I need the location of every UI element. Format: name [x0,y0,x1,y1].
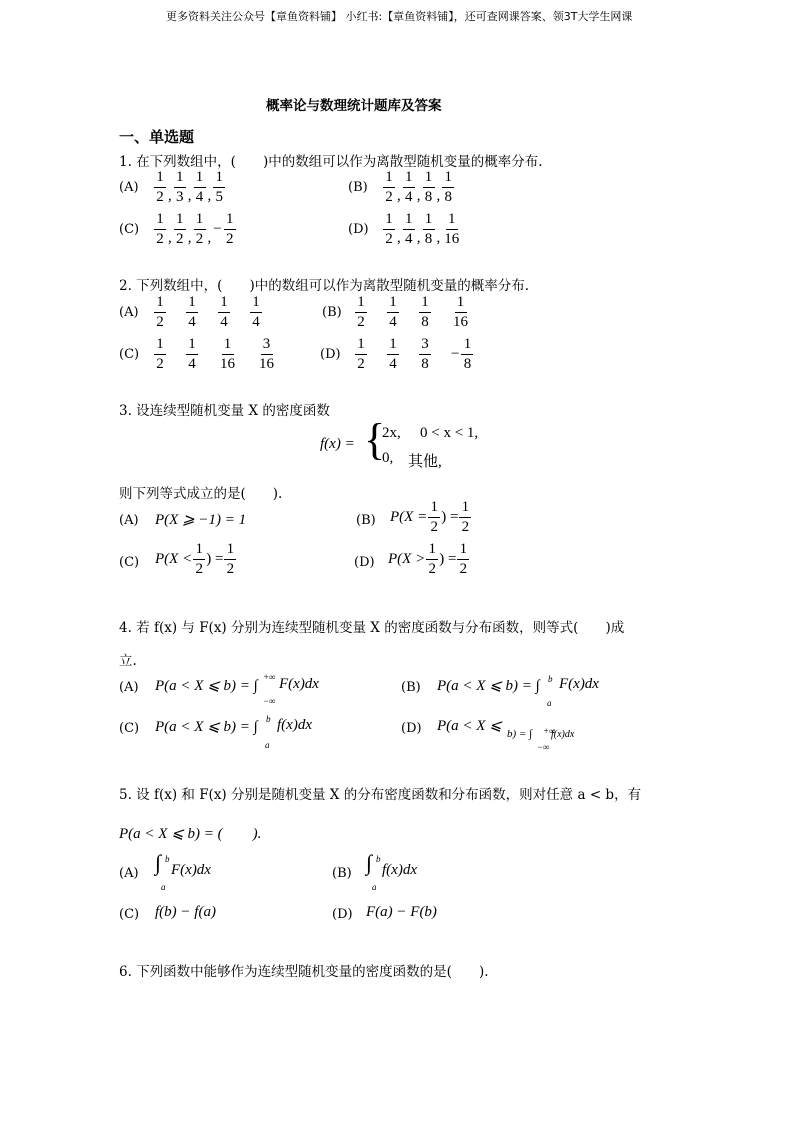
q4-option-b-label: (B) [401,680,421,695]
q3-option-b: P(X = $\frac{1}{2}$ ) = $\frac{1}{2}$ [390,500,472,535]
question-1-stem: 1. 在下列数组中，( )中的数组可以作为离散型随机变量的概率分布. [119,154,543,170]
q3-option-b-label: (B) [356,513,376,528]
q1-option-b-label: (B) [348,180,368,195]
question-5-stem-cont: P(a < X ⩽ b) = ( ). [119,826,262,842]
q1-option-c-label: (C) [119,222,140,237]
q4-option-a-label: (A) [119,680,139,695]
q1-option-b: $\frac{1}{2}$ , $\frac{1}{4}$ , $\frac{1}{8}$ , $\frac{1}{8}$ [382,169,455,205]
section-heading: 一、单选题 [119,128,195,146]
question-3-stem: 3. 设连续型随机变量 X 的密度函数 [119,403,330,419]
document-title: 概率论与数理统计题库及答案 [266,98,442,114]
q4-option-d-label: (D) [401,721,422,736]
q3-option-d: P(X > $\frac{1}{2}$ ) = $\frac{1}{2}$ [388,542,470,577]
q3-option-a: P(X ⩾ −1) = 1 [155,512,247,528]
question-6-stem: 6. 下列函数中能够作为连续型随机变量的密度函数的是( ). [119,964,489,980]
q1-option-d: $\frac{1}{2}$ , $\frac{1}{4}$ , $\frac{1}{8}$ , $\frac{1}{16}$ [382,211,462,247]
question-4-stem-cont: 立. [119,653,137,669]
q5-option-d: F(a) − F(b) [366,904,437,920]
q1-option-a-label: (A) [119,180,139,195]
q1-option-d-label: (D) [348,222,369,237]
q1-option-a: $\frac{1}{2}$ , $\frac{1}{3}$ , $\frac{1}{4}$ , $\frac{1}{5}$ [153,169,226,205]
q3-option-d-label: (D) [354,555,375,570]
q2-option-a: $\frac{1}{2}$ $\frac{1}{4}$ $\frac{1}{4}$ $\frac{1}{4}$ [153,294,263,330]
q4-option-c-label: (C) [119,721,140,736]
q5-option-a-label: (A) [119,866,139,881]
q3-option-a-label: (A) [119,513,139,528]
q5-option-b-label: (B) [332,866,352,881]
q2-option-b: $\frac{1}{2}$ $\frac{1}{4}$ $\frac{1}{8}$ $\frac{1}{16}$ [354,294,471,330]
q2-option-d: $\frac{1}{2}$ $\frac{1}{4}$ $\frac{3}{8}$ − $\frac{1}{8}$ [354,336,474,372]
q2-option-a-label: (A) [119,305,139,320]
q2-option-c: $\frac{1}{2}$ $\frac{1}{4}$ $\frac{1}{16}$ $\frac{3}{16}$ [153,336,277,372]
question-5-stem: 5. 设 f(x) 和 F(x) 分别是随机变量 X 的分布密度函数和分布函数，则对任意 a < b，有 [119,787,642,803]
q3-option-c-label: (C) [119,555,140,570]
q1-option-c: $\frac{1}{2}$ , $\frac{1}{2}$ , $\frac{1}{2}$ , − $\frac{1}{2}$ [153,211,237,247]
question-2-stem: 2. 下列数组中，( )中的数组可以作为离散型随机变量的概率分布. [119,278,529,294]
q3-ask: 则下列等式成立的是( ). [119,486,283,502]
q5-option-d-label: (D) [332,907,353,922]
q5-option-c: f(b) − f(a) [155,904,216,920]
q2-option-c-label: (C) [119,347,140,362]
question-4-stem: 4. 若 f(x) 与 F(x) 分别为连续型随机变量 X 的密度函数与分布函数，则等式( )成 [119,620,625,636]
q2-option-b-label: (B) [322,305,342,320]
q3-option-c: P(X < $\frac{1}{2}$ ) = $\frac{1}{2}$ [155,542,237,577]
page-header-note: 更多资料关注公众号【章鱼资料铺】 小红书:【章鱼资料铺】，还可查网课答案、领3T大学生网课 [166,10,633,23]
q2-option-d-label: (D) [320,347,341,362]
q5-option-c-label: (C) [119,907,140,922]
